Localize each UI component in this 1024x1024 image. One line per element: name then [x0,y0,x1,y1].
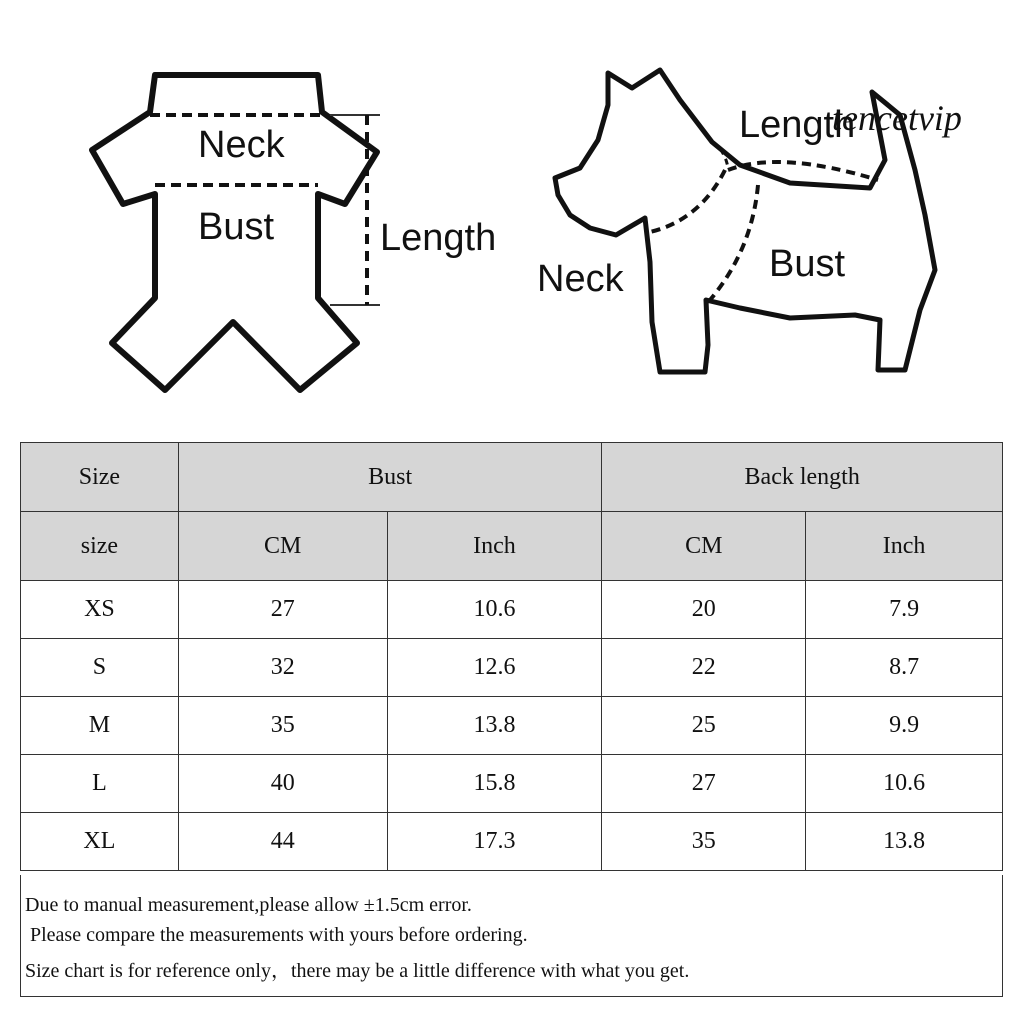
cell-back-inch: 9.9 [806,697,1003,755]
cell-back-cm: 22 [602,639,806,697]
cell-back-inch: 8.7 [806,639,1003,697]
table-row [21,697,1003,755]
cell-bust-cm: 27 [178,581,387,639]
watermark: tencetvip [832,98,962,138]
dog-neck-label: Neck [537,258,624,300]
shirt-neck-label: Neck [198,124,285,166]
header-back-length: Back length [602,443,1003,512]
shirt-bust-label: Bust [198,206,275,248]
dog-neck-dashed-line [650,170,725,232]
cell-bust-inch: 12.6 [387,639,602,697]
cell-back-cm: 20 [602,581,806,639]
dog-bust-dashed-line [710,185,758,300]
cell-bust-inch: 13.8 [387,697,602,755]
note-line: Please compare the measurements with yours before ordering. [25,924,528,946]
table-subheader-row [21,512,1003,581]
cell-bust-inch: 10.6 [387,581,602,639]
size-chart-table [20,442,1003,871]
subheader-back-cm: CM [602,512,806,581]
cell-bust-cm: 35 [178,697,387,755]
shirt-length-label: Length [380,217,497,259]
cell-bust-cm: 44 [178,813,387,871]
cell-back-inch: 10.6 [806,755,1003,813]
cell-size: XL [21,813,179,871]
subheader-bust-cm: CM [178,512,387,581]
table-row [21,755,1003,813]
cell-back-cm: 27 [602,755,806,813]
table-header-row [21,443,1003,512]
cell-bust-inch: 17.3 [387,813,602,871]
dog-bust-label: Bust [769,243,846,285]
header-bust: Bust [178,443,602,512]
cell-size: S [21,639,179,697]
cell-size: L [21,755,179,813]
cell-back-cm: 35 [602,813,806,871]
cell-bust-cm: 40 [178,755,387,813]
subheader-size: size [21,512,179,581]
note-line: Size chart is for reference only，there may be a little difference with what you get. [25,960,690,982]
shirt-diagram [92,75,496,390]
table-row [21,581,1003,639]
measurement-notes [20,875,1003,997]
subheader-bust-inch: Inch [387,512,602,581]
size-illustration [0,0,1024,430]
dog-length-label: Length [739,104,856,146]
cell-back-inch: 7.9 [806,581,1003,639]
cell-back-inch: 13.8 [806,813,1003,871]
table-row [21,639,1003,697]
cell-bust-inch: 15.8 [387,755,602,813]
cell-size: XS [21,581,179,639]
cell-back-cm: 25 [602,697,806,755]
table-row [21,813,1003,871]
subheader-back-inch: Inch [806,512,1003,581]
cell-bust-cm: 32 [178,639,387,697]
cell-size: M [21,697,179,755]
note-line: Due to manual measurement,please allow ±1.5cm error. [25,894,472,916]
header-size: Size [21,443,179,512]
